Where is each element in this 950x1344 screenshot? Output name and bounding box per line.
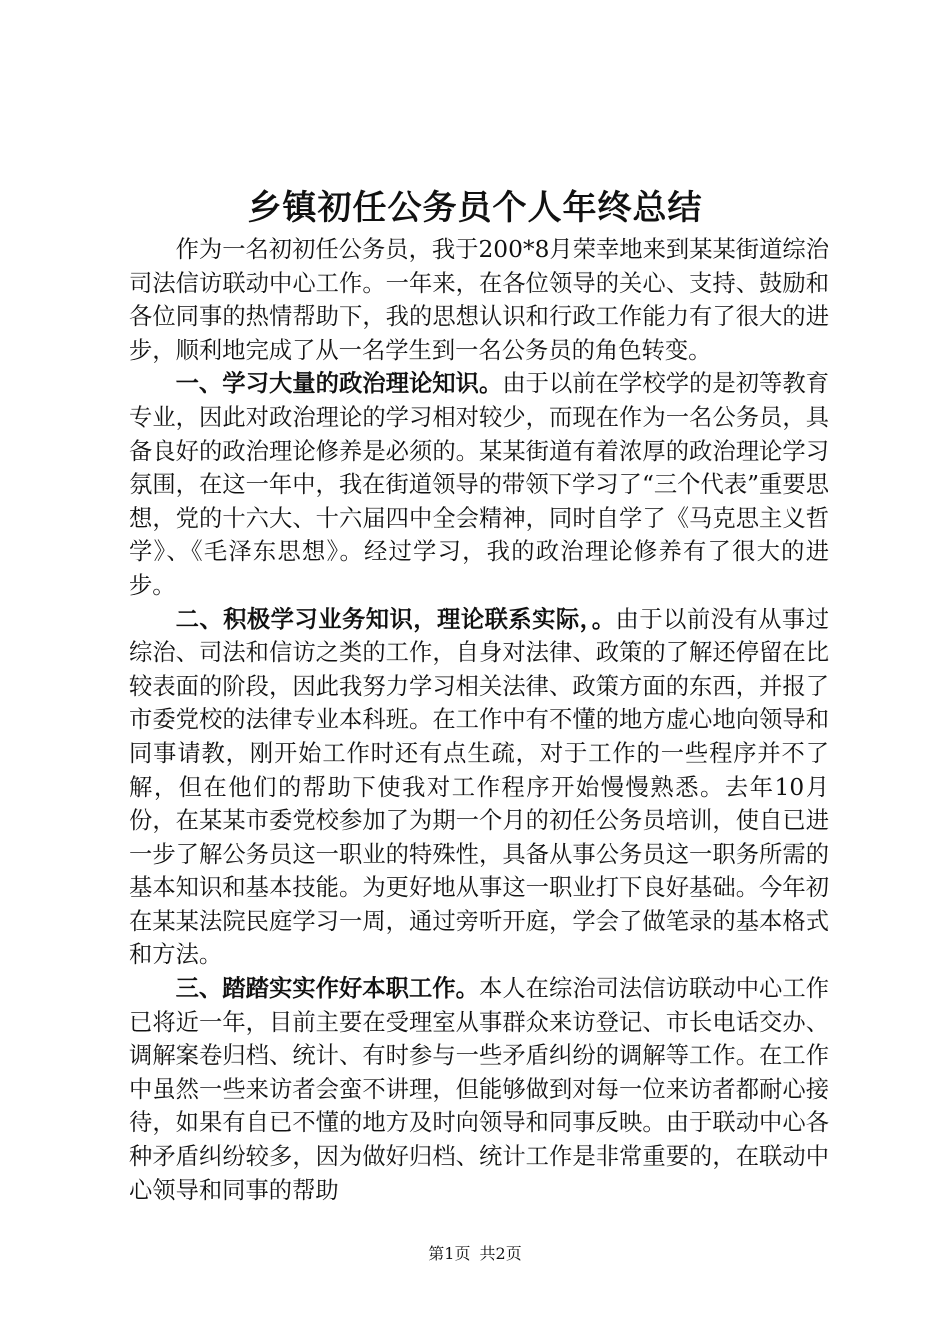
paragraph-text: 由于以前没有从事过综治、司法和信访之类的工作，自身对法律、政策的了解还停留在比较表面的阶段，因此我努力学习相关法律、政策方面的东西，并报了市委党校的法律专业本科班。在工作中有不懂的地方虚心地向领导和同事请教，刚开始工作时还有点生疏，对于工作的一些程序并不了解，但在他们的帮助下使我对工作程序开始慢慢熟悉。去年10月份，在某某市委党校参加了为期一个月的初任公务员培训，使自已进一步了解公务员这一职业的特殊性，具备从事公务员这一职务所需的基本知识和基本技能。为更好地从事这一职业打下良好基础。今年初在某某法院民庭学习一周，通过旁听开庭，学会了做笔录的基本格式和方法。 xyxy=(129,605,829,969)
document-body xyxy=(129,233,829,1207)
page-number-footer: 第1页 共2页 xyxy=(428,1244,522,1263)
document-title: 乡镇初任公务员个人年终总结 xyxy=(247,188,703,228)
paragraph-text: 本人在综治司法信访联动中心工作已将近一年，目前主要在受理室从事群众来访登记、市长电话交办、调解案卷归档、统计、有时参与一些矛盾纠纷的调解等工作。在工作中虽然一些来访者会蛮不讲理，但能够做到对每一位来访者都耐心接待，如果有自已不懂的地方及时向领导和同事反映。由于联动中心各种矛盾纠纷较多，因为做好归档、统计工作是非常重要的，在联动中心领导和同事的帮助 xyxy=(129,975,830,1204)
paragraph-section-3 xyxy=(129,972,829,1207)
paragraph-section-1 xyxy=(129,367,829,602)
paragraph-text: 由于以前在学校学的是初等教育专业，因此对政治理论的学习相对较少，而现在作为一名公务员，具备良好的政治理论修养是必须的。某某街道有着浓厚的政治理论学习氛围，在这一年中，我在街道领导的带领下学习了“三个代表”重要思想，党的十六大、十六届四中全会精神，同时自学了《马克思主义哲学》、《毛泽东思想》。经过学习，我的政治理论修养有了很大的进步。 xyxy=(129,370,830,599)
section-heading-2: 二、积极学习业务知识，理论联系实际，。 xyxy=(175,605,616,633)
paragraph-section-2 xyxy=(129,603,829,973)
section-heading-1: 一、学习大量的政治理论知识。 xyxy=(175,370,503,398)
paragraph-text: 作为一名初初任公务员，我于200*8月荣幸地来到某某街道综治司法信访联动中心工作。一年来，在各位领导的关心、支持、鼓励和各位同事的热情帮助下，我的思想认识和行政工作能力有了很大的进步，顺利地完成了从一名学生到一名公务员的角色转变。 xyxy=(129,236,829,364)
section-heading-3: 三、踏踏实实作好本职工作。 xyxy=(175,975,479,1003)
paragraph-intro xyxy=(129,233,829,367)
